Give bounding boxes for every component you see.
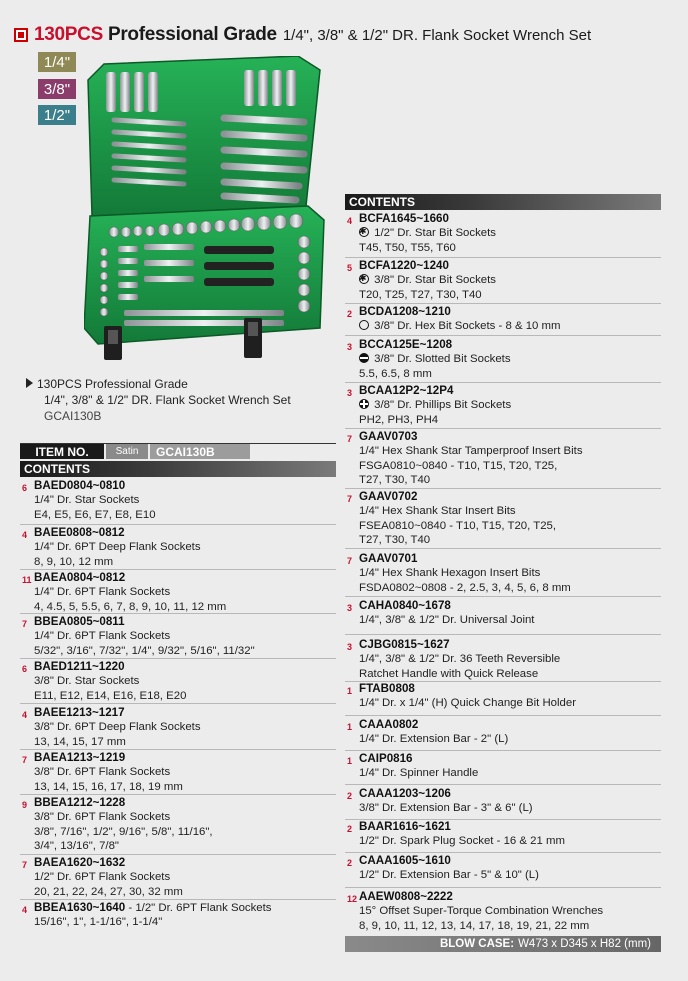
item-desc: 3/8" Dr. Star Sockets: [34, 675, 140, 688]
item-code: CAHA0840~1678: [359, 599, 451, 612]
item-qty: 7: [22, 755, 28, 765]
list-item: [347, 890, 659, 933]
item-desc: 1/4" Dr. x 1/4" (H) Quick Change Bit Holder: [359, 697, 577, 710]
list-item: [22, 901, 334, 930]
list-item: [347, 752, 659, 781]
item-sizes: E4, E5, E6, E7, E8, E10: [34, 508, 156, 521]
item-code: BAED1211~1220: [34, 660, 125, 673]
list-item: [22, 615, 334, 658]
list-item: [347, 854, 659, 883]
item-desc: 1/4" Dr. 6PT Flank Sockets: [34, 630, 171, 643]
list-item: [22, 526, 334, 569]
item-code: BAEE0808~0812: [34, 526, 125, 539]
item-qty: 3: [347, 388, 353, 398]
item-sizes: 5/32", 3/16", 7/32", 1/4", 9/32", 5/16", 11/32": [34, 644, 255, 657]
item-number-bar: [20, 443, 336, 459]
item-finish: Satin: [106, 444, 148, 459]
item-sizes: 3/8", 7/16", 1/2", 9/16", 5/8", 11/16",: [34, 825, 213, 838]
page-title: [14, 22, 674, 48]
item-qty: 1: [347, 756, 353, 766]
item-sizes: PH2, PH3, PH4: [359, 413, 439, 426]
item-sizes: 8, 9, 10, 12 mm: [34, 555, 114, 568]
item-desc: - 1/2" Dr. 6PT Flank Sockets: [125, 902, 272, 914]
item-code: BAAR1616~1621: [359, 820, 451, 833]
list-item: [347, 259, 659, 302]
item-qty: 3: [347, 342, 353, 352]
size-badge-half: 1/2": [38, 105, 76, 125]
item-code: BAED0804~0810: [34, 479, 126, 492]
caption-line-1: 130PCS Professional Grade: [37, 377, 188, 391]
item-qty: 7: [22, 619, 28, 629]
list-item: [22, 796, 334, 853]
item-desc: 15° Offset Super-Torque Combination Wrenches: [359, 905, 604, 918]
item-code: GAAV0701: [359, 552, 418, 565]
item-code: GAAV0702: [359, 490, 418, 503]
item-sizes: 13, 14, 15, 17 mm: [34, 735, 126, 748]
item-desc: 1/4" Hex Shank Hexagon Insert Bits: [359, 567, 541, 580]
item-qty: 7: [22, 860, 28, 870]
item-desc: 1/4", 3/8" & 1/2" Dr. 36 Teeth Reversible: [359, 653, 561, 666]
list-item: [347, 599, 659, 628]
item-qty: 1: [347, 722, 353, 732]
list-item: [347, 490, 659, 547]
item-qty: 3: [347, 642, 353, 652]
item-qty: 4: [22, 530, 28, 540]
item-code: BAEA1620~1632: [34, 856, 126, 869]
item-sizes: 15/16", 1", 1-1/16", 1-1/4": [34, 916, 163, 929]
list-item: [347, 430, 659, 487]
list-item: [22, 706, 334, 749]
item-qty: 6: [22, 664, 28, 674]
item-qty: 5: [347, 263, 353, 273]
blow-case-label: BLOW CASE:: [439, 938, 515, 950]
item-code: CAAA0802: [359, 718, 419, 731]
item-desc: 1/4" Dr. Star Sockets: [34, 494, 140, 507]
item-desc: 1/4" Dr. 6PT Deep Flank Sockets: [34, 541, 201, 554]
list-item: [347, 552, 659, 595]
item-sizes: 8, 9, 10, 11, 12, 13, 14, 17, 18, 19, 21, 22 mm: [359, 919, 590, 932]
item-desc: 3/8" Dr. Phillips Bit Sockets: [374, 399, 512, 412]
item-desc: 3/8" Dr. Star Bit Sockets: [374, 274, 496, 287]
item-code: BAEE1213~1217: [34, 706, 125, 719]
item-desc: 3/8" Dr. 6PT Deep Flank Sockets: [34, 721, 201, 734]
item-code: GCAI130B: [150, 444, 250, 459]
item-desc: 1/2" Dr. Star Bit Sockets: [374, 227, 496, 240]
item-code: CAIP0816: [359, 752, 413, 765]
item-sizes: 13, 14, 15, 16, 17, 18, 19 mm: [34, 780, 183, 793]
caption-line-2: 1/4", 3/8" & 1/2" DR. Flank Socket Wrench Set: [44, 393, 291, 407]
product-photo: [84, 56, 328, 368]
hex-bit-icon: [359, 320, 369, 330]
item-desc: 1/4" Dr. 6PT Flank Sockets: [34, 586, 171, 599]
slotted-bit-icon: [359, 353, 369, 363]
blow-case-bar: [345, 936, 661, 952]
list-item: [347, 638, 659, 681]
title-marker-icon: [14, 28, 28, 42]
contents-header-left: CONTENTS: [20, 461, 336, 477]
item-sizes: 20, 21, 22, 24, 27, 30, 32 mm: [34, 885, 183, 898]
item-code: BCFA1645~1660: [359, 212, 449, 225]
list-item: [347, 820, 659, 849]
size-badge-three-eighths: 3/8": [38, 79, 76, 99]
item-sizes-cont: 3/4", 13/16", 7/8": [34, 839, 119, 852]
item-desc: 1/2" Dr. Extension Bar - 5" & 10" (L): [359, 869, 539, 882]
contents-header-right: CONTENTS: [345, 194, 661, 210]
title-count: 130PCS: [34, 24, 103, 45]
item-code: FTAB0808: [359, 682, 415, 695]
item-qty: 4: [347, 216, 353, 226]
list-item: [22, 751, 334, 794]
item-code: BBEA1212~1228: [34, 796, 126, 809]
item-qty: 7: [347, 556, 353, 566]
item-sizes-cont: T27, T30, T40: [359, 473, 431, 486]
item-code: BCAA12P2~12P4: [359, 384, 454, 397]
item-code: AAEW0808~2222: [359, 890, 453, 903]
item-sizes: T20, T25, T27, T30, T40: [359, 288, 482, 301]
item-qty: 2: [347, 858, 353, 868]
item-code: CJBG0815~1627: [359, 638, 450, 651]
item-qty: 2: [347, 824, 353, 834]
item-qty: 2: [347, 791, 353, 801]
caption-code: GCAI130B: [44, 409, 102, 423]
list-item: [22, 571, 334, 614]
item-desc: 1/2" Dr. Spark Plug Socket - 16 & 21 mm: [359, 835, 565, 848]
item-sizes: E11, E12, E14, E16, E18, E20: [34, 689, 187, 702]
list-item: [347, 338, 659, 381]
title-description: 1/4", 3/8" & 1/2" DR. Flank Socket Wrench Set: [282, 26, 592, 44]
item-desc: 1/2" Dr. 6PT Flank Sockets: [34, 871, 171, 884]
item-qty: 3: [347, 603, 353, 613]
item-qty: 7: [347, 434, 353, 444]
list-item: [347, 682, 659, 711]
size-badge-quarter: 1/4": [38, 52, 76, 72]
item-qty: 12: [347, 894, 358, 904]
item-sizes-cont: T27, T30, T40: [359, 533, 431, 546]
list-item: [22, 856, 334, 899]
item-code: CAAA1605~1610: [359, 854, 451, 867]
list-item: [22, 660, 334, 703]
item-code: BAEA1213~1219: [34, 751, 126, 764]
item-qty: 7: [347, 494, 353, 504]
item-code: BCFA1220~1240: [359, 259, 449, 272]
item-desc-cont: Ratchet Handle with Quick Release: [359, 667, 539, 680]
item-desc: 3/8" Dr. 6PT Flank Sockets: [34, 811, 171, 824]
item-sizes: 5.5, 6.5, 8 mm: [359, 367, 432, 380]
item-sizes: 4, 4.5, 5, 5.5, 6, 7, 8, 9, 10, 11, 12 mm: [34, 600, 227, 613]
item-qty: 6: [22, 483, 28, 493]
item-desc: 3/8" Dr. Hex Bit Sockets - 8 & 10 mm: [374, 320, 561, 333]
item-sizes: T45, T50, T55, T60: [359, 241, 456, 254]
phillips-bit-icon: [359, 399, 369, 409]
title-grade: Professional Grade: [107, 24, 277, 45]
blow-case-dimensions: W473 x D345 x H82 (mm): [518, 938, 651, 950]
item-desc: 1/4" Dr. Extension Bar - 2" (L): [359, 733, 509, 746]
item-qty: 4: [22, 710, 28, 720]
item-code: BBEA1630~1640: [34, 901, 126, 914]
item-code: CAAA1203~1206: [359, 787, 451, 800]
item-code: BBEA0805~0811: [34, 615, 125, 628]
item-desc: 3/8" Dr. Slotted Bit Sockets: [374, 353, 511, 366]
star-bit-icon: [359, 227, 369, 237]
item-code: BCDA1208~1210: [359, 305, 451, 318]
item-qty: 4: [22, 905, 28, 915]
item-sizes: FSDA0802~0808 - 2, 2.5, 3, 4, 5, 6, 8 mm: [359, 581, 571, 594]
item-sizes: FSEA0810~0840 - T10, T15, T20, T25,: [359, 519, 557, 532]
item-code: GAAV0703: [359, 430, 418, 443]
star-bit-icon: [359, 274, 369, 284]
item-qty: 9: [22, 800, 28, 810]
item-desc: 1/4" Hex Shank Star Insert Bits: [359, 505, 516, 518]
item-code: BCCA125E~1208: [359, 338, 453, 351]
item-desc: 1/4" Hex Shank Star Tamperproof Insert Bits: [359, 445, 583, 458]
product-caption: [26, 376, 326, 424]
item-qty: 11: [22, 575, 32, 585]
item-desc: 1/4", 3/8" & 1/2" Dr. Universal Joint: [359, 614, 535, 627]
list-item: [22, 479, 334, 522]
item-qty: 2: [347, 309, 353, 319]
item-code: BAEA0804~0812: [34, 571, 126, 584]
list-item: [347, 384, 659, 427]
list-item: [347, 787, 659, 816]
item-qty: 1: [347, 686, 353, 696]
item-desc: 3/8" Dr. 6PT Flank Sockets: [34, 766, 171, 779]
item-number-label: ITEM NO.: [20, 444, 104, 459]
list-item: [347, 305, 659, 334]
list-item: [347, 718, 659, 747]
item-desc: 3/8" Dr. Extension Bar - 3" & 6" (L): [359, 802, 533, 815]
item-desc: 1/4" Dr. Spinner Handle: [359, 767, 479, 780]
caption-arrow-icon: [26, 378, 33, 388]
list-item: [347, 212, 659, 255]
item-sizes: FSGA0810~0840 - T10, T15, T20, T25,: [359, 459, 558, 472]
